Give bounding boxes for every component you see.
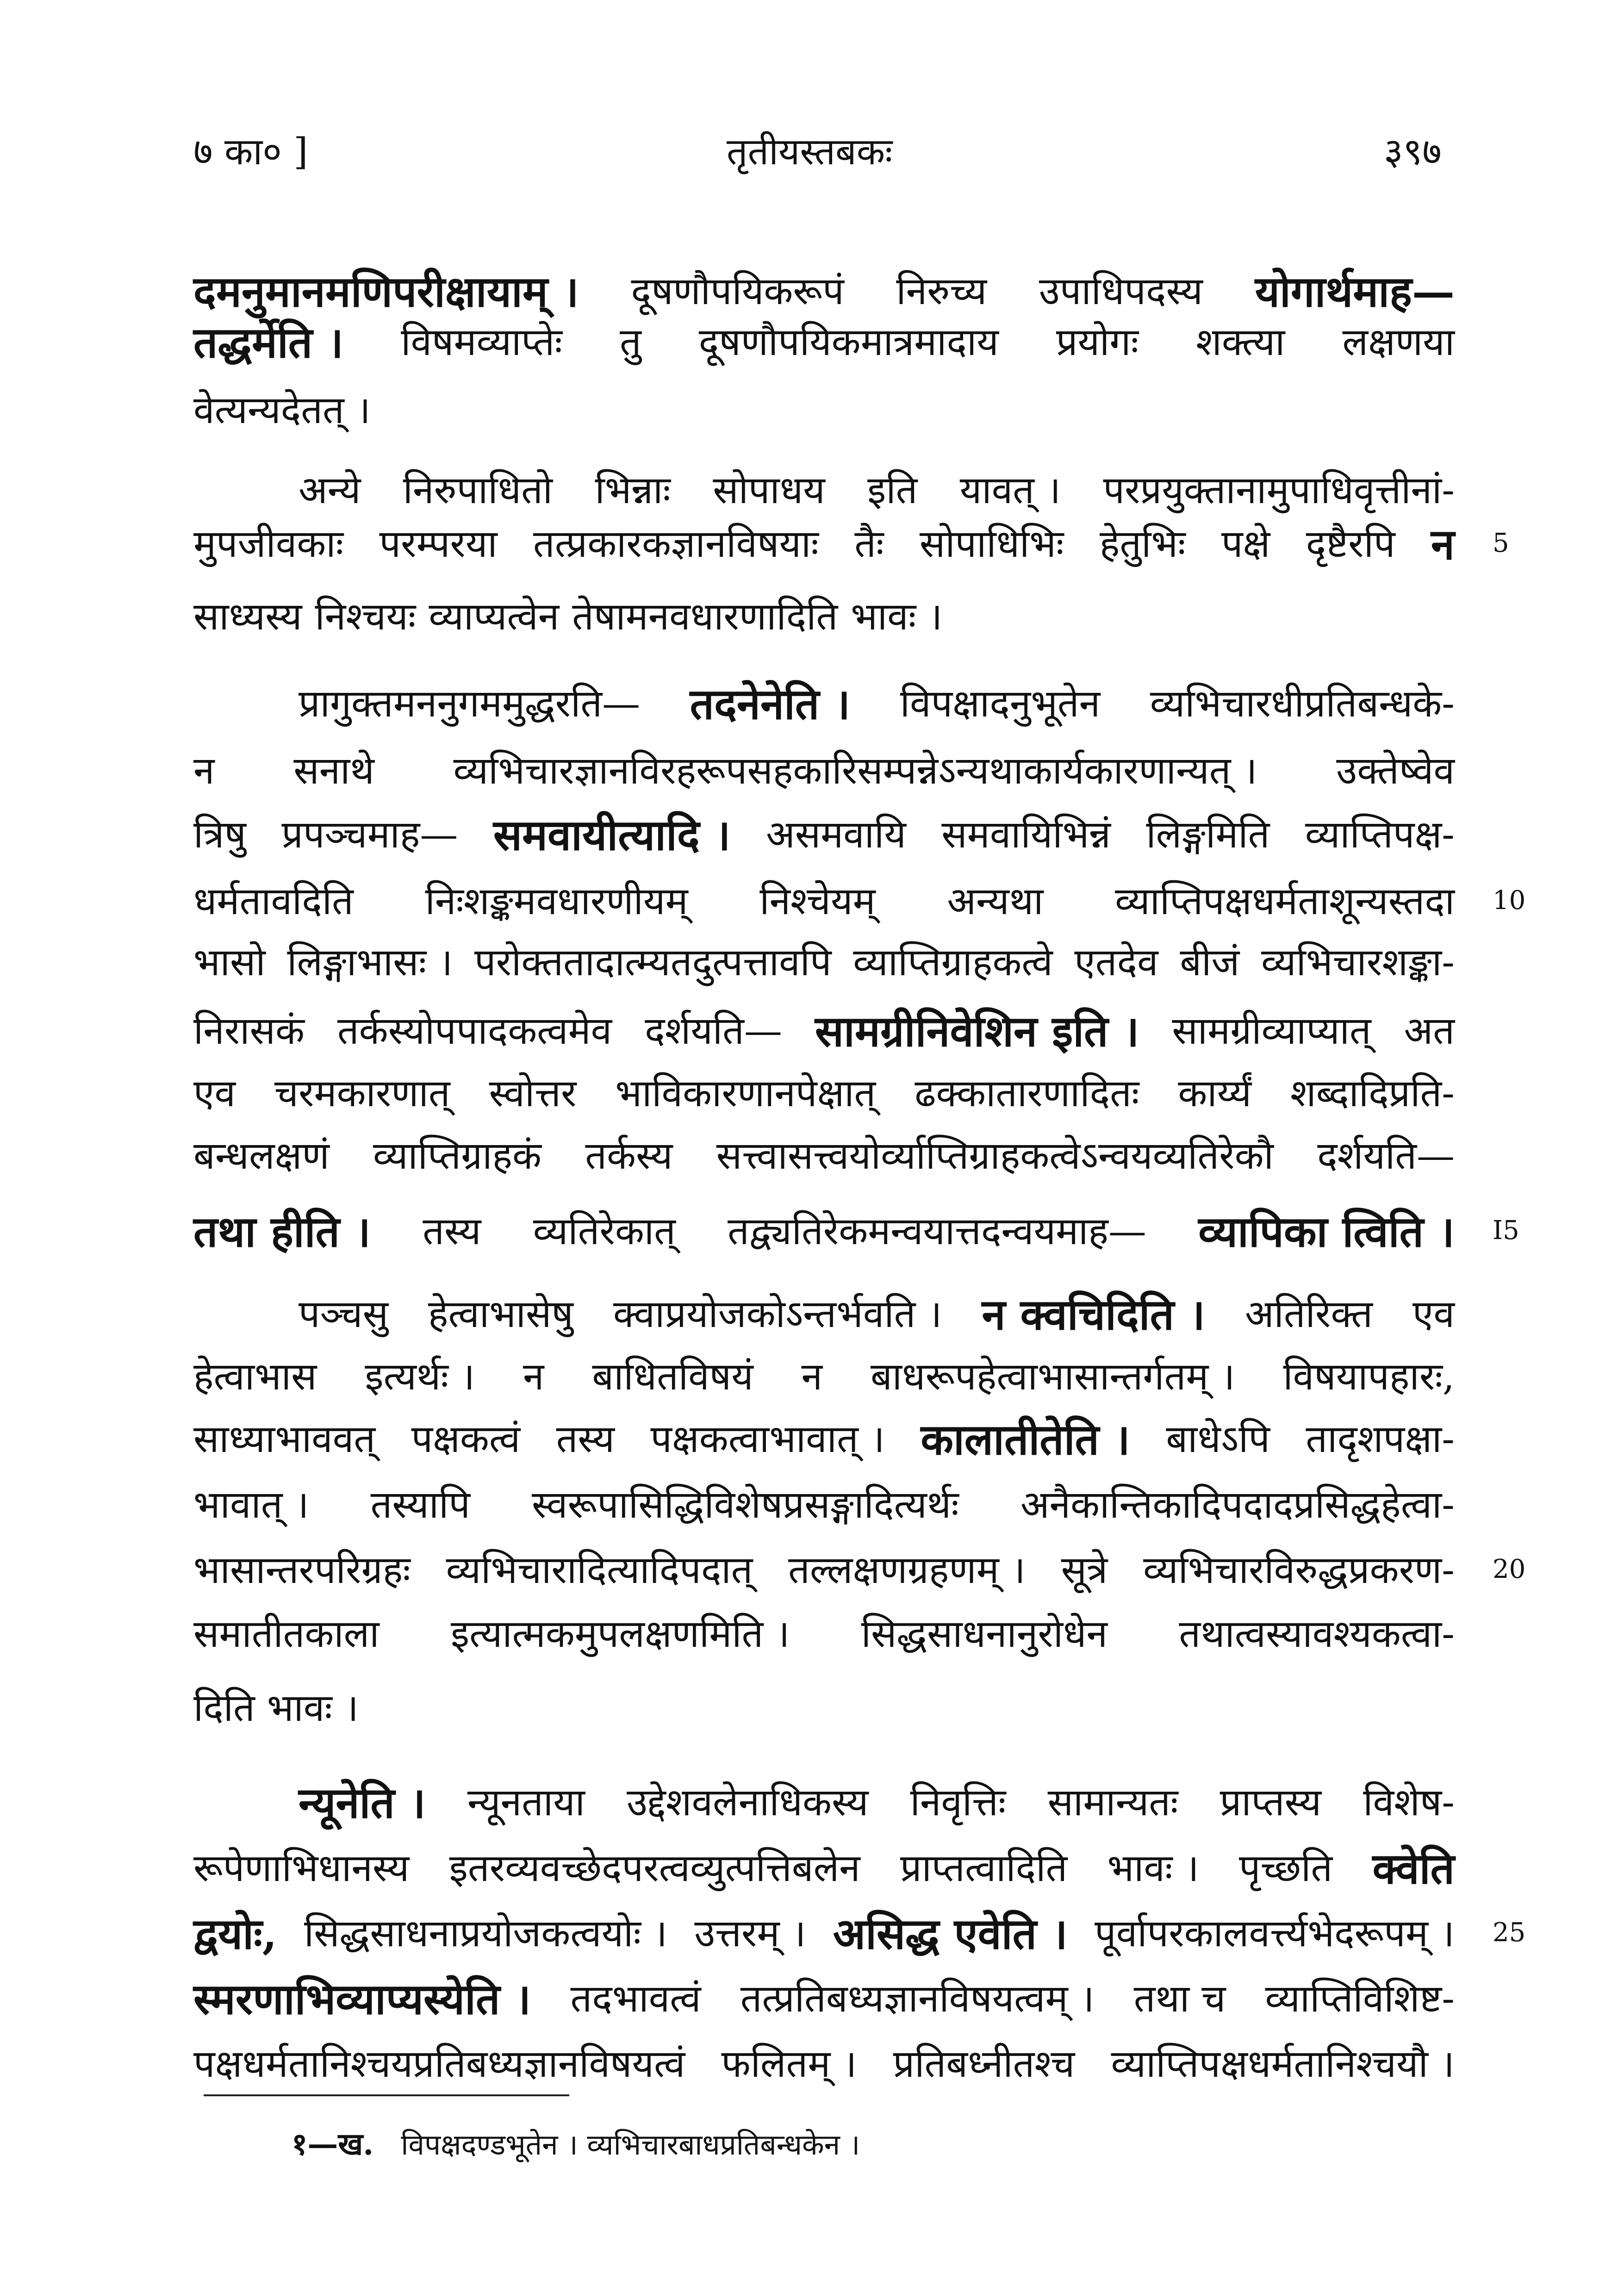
word: एव (1412, 1292, 1455, 1336)
word: पक्षे (1221, 522, 1270, 566)
text-line (299, 1289, 1455, 1340)
word: तत्प्रकारकज्ञानविषयाः (533, 522, 819, 566)
word: हेत्वाभासेषु (428, 1292, 573, 1336)
word: वेत्यन्यदेतत् । (193, 388, 371, 432)
margin-line-number: 5 (1493, 528, 1509, 558)
word: सिद्धसाधनाप्रयोजकत्वयोः । (304, 1912, 668, 1956)
word: प्रतिबध्नीतश्च (893, 2042, 1075, 2086)
bold-lemma: असिद्ध एवेति । (833, 1909, 1068, 1959)
word: कार्य्यं (1178, 1071, 1252, 1115)
word: पक्षधर्मतानिश्चयप्रतिबध्यज्ञानविषयत्वं (193, 2042, 685, 2086)
word: धर्मतावदिति (193, 879, 354, 923)
word: तस्य (556, 1417, 615, 1461)
word: भाविकारणानपेक्षात् (615, 1071, 876, 1115)
word: व्याप्तिग्राहकत्वे (853, 941, 1053, 984)
word: न (801, 1355, 823, 1399)
bold-lemma: कालातीतेति । (921, 1414, 1130, 1464)
word: लक्षणया (1342, 320, 1455, 364)
running-header-title: तृतीयस्तबकः (727, 130, 893, 173)
word: सूत्रे (1061, 1548, 1108, 1592)
bold-lemma: व्यापिका त्विति । (1198, 1207, 1455, 1257)
word: इत्यात्मकमुपलक्षणमिति । (450, 1612, 790, 1656)
word: लिङ्गमिति (1146, 813, 1270, 857)
margin-line-number: 10 (1493, 885, 1526, 916)
text-line (193, 746, 1455, 797)
word: बीजं (1180, 941, 1240, 984)
word: दूषणौपयिकरूपं (631, 269, 844, 313)
word: प्रागुक्तमननुगममुद्धरति— (299, 682, 641, 726)
word: तथा च (1133, 1977, 1226, 2021)
footnote (292, 2122, 860, 2164)
text-line (193, 937, 1455, 988)
bold-lemma: तद्धर्मेति । (193, 318, 344, 368)
word: एव (193, 1071, 236, 1115)
word: तैः (854, 522, 884, 566)
word: निश्चयः (315, 595, 416, 639)
text-line (193, 1352, 1455, 1402)
word: तेषामनवधारणादिति (572, 595, 838, 639)
text-line (193, 1414, 1455, 1465)
footnote-mark: १—ख. (292, 2126, 374, 2162)
word: व्याप्तिपक्ष- (1305, 813, 1455, 857)
word: पृच्छति (1238, 1846, 1333, 1890)
word: तर्कस्योपपादकत्वमेव (337, 1009, 612, 1053)
word: परम्परया (379, 522, 498, 566)
text-line (193, 1683, 1455, 1734)
word: सत्त्वासत्त्वयोर्व्याप्तिग्राहकत्वेऽन्वयव्यतिरेकौ (716, 1134, 1274, 1178)
word: समवायिभिन्नं (941, 813, 1111, 857)
word: पक्षकत्वं (411, 1417, 521, 1461)
word: निरुपाधितो (403, 468, 553, 512)
word: सोपाधिभिः (919, 522, 1064, 566)
word: दृष्टैरपि (1306, 522, 1395, 566)
bold-lemma: न (1431, 519, 1455, 569)
word: प्राप्तस्य (1220, 1781, 1322, 1825)
word: निश्चेयम् (759, 879, 876, 923)
word: तत्प्रतिबध्यज्ञानविषयत्वम् । (740, 1977, 1095, 2021)
word: व्यभिचारज्ञानविरहरूपसहकारिसम्पन्नेऽन्यथाकार्यकारणान्यत् । (453, 749, 1257, 793)
word: मुपजीवकाः (193, 522, 344, 566)
bold-lemma: न्यूनेति । (299, 1778, 426, 1828)
word: उत्तरम् । (694, 1912, 806, 1956)
word: भासो (193, 941, 266, 984)
word: सिद्धसाधनानुरोधेन (861, 1612, 1108, 1656)
word: तर्कस्य (585, 1134, 673, 1178)
word: उद्देशवलेनाधिकस्य (627, 1781, 869, 1825)
bold-lemma: समवायीत्यादि । (493, 810, 731, 860)
footnote-text: विपक्षदण्डभूतेन । व्यभिचारबाधप्रतिबन्धकेन । (401, 2128, 860, 2162)
word: शब्दादिप्रति- (1290, 1071, 1455, 1115)
word: चरमकारणात् (274, 1071, 450, 1115)
word: तादृशपक्षा- (1306, 1417, 1455, 1461)
text-line (193, 592, 1455, 642)
word: व्यतिरेकात् (533, 1209, 676, 1253)
word: विषयापहारः, (1283, 1355, 1455, 1399)
bold-lemma: न क्वचिदिति । (982, 1290, 1205, 1339)
text-line (193, 1843, 1455, 1894)
word: निःशङ्कमवधारणीयम् (425, 879, 688, 923)
word: भावात् । (193, 1483, 309, 1527)
text-line (193, 1545, 1455, 1596)
word: निवृत्तिः (910, 1781, 1006, 1825)
word: रूपेणाभिधानस्य (193, 1846, 410, 1890)
word: दर्शयति— (1317, 1134, 1455, 1178)
margin-line-number: 25 (1493, 1918, 1526, 1948)
text-line (299, 1777, 1455, 1828)
text-line (193, 519, 1455, 570)
bold-lemma: द्वयोः, (193, 1909, 277, 1959)
word: प्राप्तत्वादिति (900, 1846, 1068, 1890)
word: बाधितविषयं (592, 1355, 753, 1399)
word: अतिरिक्त (1244, 1292, 1373, 1336)
word: क्वाप्रयोजकोऽन्तर्भवति । (613, 1292, 942, 1336)
text-line (193, 2039, 1455, 2090)
bold-lemma: स्मरणाभिव्याप्यस्येति । (193, 1974, 531, 2024)
word: व्याप्तिविशिष्ट- (1265, 1977, 1455, 2021)
text-line (193, 1006, 1455, 1057)
bold-lemma: तदनेनेति । (690, 679, 851, 729)
word: भावः । (1107, 1846, 1199, 1890)
word: तद्व्यतिरेकमन्वयात्तदन्वयमाह— (728, 1209, 1146, 1253)
word: निरासकं (193, 1009, 305, 1053)
word: शक्त्या (1196, 320, 1285, 364)
text-line (193, 876, 1455, 927)
word: अन्ये (299, 468, 361, 512)
word: उपाधिपदस्य (1039, 269, 1203, 313)
word: असमवायि (766, 813, 906, 857)
word: अनैकान्तिकादिपदादप्रसिद्धहेत्वा- (1020, 1483, 1455, 1527)
margin-line-number: 20 (1493, 1554, 1526, 1584)
word: ढक्कातारणादितः (915, 1071, 1139, 1115)
word: बाधरूपहेत्वाभासान्तर्गतम् । (870, 1355, 1235, 1399)
word: तदभावत्वं (570, 1977, 701, 2021)
bold-lemma: योगार्थमाह— (1255, 267, 1455, 317)
word: स्वरूपासिद्धिविशेषप्रसङ्गादित्यर्थः (532, 1483, 959, 1527)
word: तु (619, 320, 641, 364)
word: अत (1404, 1009, 1455, 1053)
word: परोक्ततादात्म्यतदुत्पत्तावपि (474, 941, 832, 984)
word: एतदेव (1074, 941, 1158, 984)
word: व्याप्तिपक्षधर्मताशून्यस्तदा (1115, 879, 1455, 923)
word: विशेष- (1363, 1781, 1455, 1825)
text-line (193, 810, 1455, 860)
word: इतरव्यवच्छेदपरत्वव्युत्पत्तिबलेन (449, 1846, 860, 1890)
word: त्रिषु (193, 813, 246, 857)
bold-lemma: सामग्रीनिवेशिन इति । (815, 1006, 1139, 1056)
word: तस्यापि (370, 1483, 470, 1527)
word: विषमव्याप्तेः (401, 320, 562, 364)
word: हेतुभिः (1099, 522, 1186, 566)
word: न (193, 749, 215, 793)
word: यावत् । (959, 468, 1061, 512)
word: भावः । (851, 595, 943, 639)
word: फलितम् । (721, 2042, 857, 2086)
page-number: ३९७ (1384, 130, 1442, 173)
running-header-left: ७ का० ] (193, 130, 308, 173)
word: व्याप्तिपक्षधर्मतानिश्चयौ । (1111, 2042, 1455, 2086)
word: न्यूनताया (467, 1781, 585, 1825)
text-line (193, 266, 1455, 317)
text-line (299, 679, 1455, 729)
word: दर्शयति— (645, 1009, 782, 1053)
text-line (193, 1908, 1455, 1959)
bold-lemma: तथा हीति । (193, 1207, 371, 1257)
word: साध्याभाववत् (193, 1417, 376, 1461)
text-line (193, 1480, 1455, 1531)
word: इति (867, 468, 918, 512)
word: प्रपञ्चमाह— (281, 813, 458, 857)
text-line (193, 1609, 1455, 1660)
text-line (193, 317, 1455, 368)
word: पूर्वापरकालवर्त्त्यभेदरूपम् । (1095, 1912, 1455, 1956)
word: भासान्तरपरिग्रहः (193, 1548, 411, 1592)
word: अन्यथा (947, 879, 1044, 923)
word: दूषणौपयिकमात्रमादाय (698, 320, 999, 364)
word: साध्यस्य (193, 595, 302, 639)
word: न (523, 1355, 544, 1399)
word: व्याप्तिग्राहकं (373, 1134, 542, 1178)
bold-lemma: दमनुमानमणिपरीक्षायाम् । (193, 267, 579, 317)
footnote-rule (204, 2094, 569, 2096)
word: सामान्यतः (1047, 1781, 1178, 1825)
word: सोपाधय (713, 468, 825, 512)
text-line (193, 1068, 1455, 1119)
word: स्वोत्तर (489, 1071, 577, 1115)
text-line (193, 385, 1455, 436)
margin-line-number: I5 (1493, 1215, 1519, 1246)
word: इत्यर्थः । (365, 1355, 475, 1399)
text-line (299, 465, 1455, 516)
word: हेत्वाभास (193, 1355, 317, 1399)
word: विपक्षादनुभूतेन (900, 682, 1101, 726)
text-line (193, 1206, 1455, 1257)
word: दिति भावः । (193, 1686, 359, 1730)
word: व्यभिचारधीप्रतिबन्धके- (1150, 682, 1455, 726)
word: तस्य (423, 1209, 481, 1253)
word: भिन्नाः (595, 468, 671, 512)
word: व्याप्यत्वेन (429, 595, 560, 639)
word: तथात्वस्यावश्यकत्वा- (1179, 1612, 1455, 1656)
text-line (193, 1974, 1455, 2025)
word: व्यभिचारविरुद्धप्रकरण- (1143, 1548, 1455, 1592)
word: प्रयोगः (1056, 320, 1139, 364)
word: पञ्चसु (299, 1292, 389, 1336)
word: सामग्रीव्याप्यात् (1172, 1009, 1371, 1053)
word: व्यभिचारादित्यादिपदात् (446, 1548, 753, 1592)
word: बन्धलक्षणं (193, 1134, 330, 1178)
bold-lemma: क्वेति (1372, 1844, 1455, 1894)
word: समातीतकाला (193, 1612, 380, 1656)
word: लिङ्गाभासः । (287, 941, 453, 984)
word: बाधेऽपि (1166, 1417, 1270, 1461)
word: उक्तेष्वेव (1336, 749, 1455, 793)
word: व्यभिचारशङ्का- (1261, 941, 1455, 984)
word: परप्रयुक्तानामुपाधिवृत्तीनां- (1103, 468, 1455, 512)
text-line (193, 1131, 1455, 1182)
word: निरुच्य (896, 269, 987, 313)
word: सनाथे (293, 749, 374, 793)
word: पक्षकत्वाभावात् । (650, 1417, 885, 1461)
word: तल्लक्षणग्रहणम् । (788, 1548, 1026, 1592)
